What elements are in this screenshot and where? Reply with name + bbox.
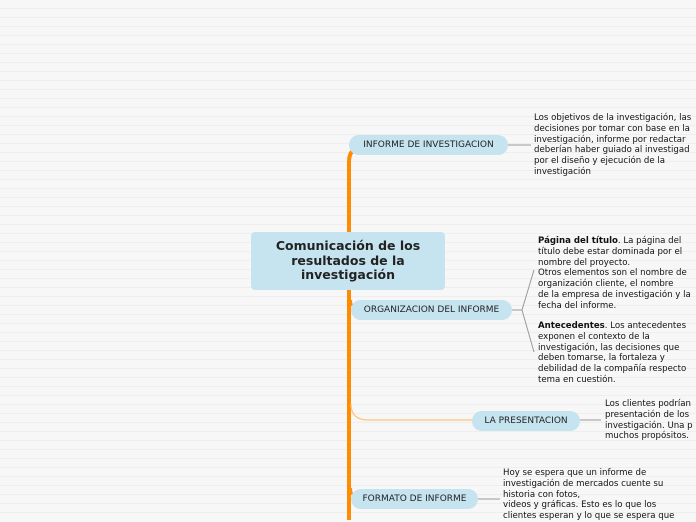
- topic-label: LA PRESENTACION: [484, 416, 568, 426]
- note-bold-heading: Página del título: [538, 236, 618, 246]
- branch-to-presentacion: [351, 404, 472, 420]
- topic-label: ORGANIZACION DEL INFORME: [363, 305, 500, 315]
- topic-informe-de-investigacion[interactable]: [349, 135, 508, 155]
- branch-main: [349, 148, 358, 520]
- note-body: . La página del título debe estar dominada por el nombre del proyecto. Otros elementos son el nombre de organización cliente, el nombre de la empresa de investigación y la fecha del informe.: [538, 236, 691, 311]
- topic-label: INFORME DE INVESTIGACION: [363, 140, 494, 150]
- note-pagina-del-titulo: [538, 236, 691, 312]
- note-body: . Los antecedentes exponen el contexto de la investigación, las decisiones que deben tomarse, la fortaleza y debilidad de la compañía respecto tema en cuestión.: [538, 321, 687, 385]
- connector-organizacion-note-2: [522, 310, 534, 352]
- note-antecedentes: [538, 321, 686, 386]
- topic-organizacion-del-informe[interactable]: [351, 300, 512, 320]
- note-formato-de-informe: Hoy se espera que un informe de investigación de mercados cuente su historia con fotos, videos y gráficas. Esto es lo que los clientes esperan y lo que se espera que: [503, 468, 675, 522]
- central-topic[interactable]: [251, 232, 445, 290]
- central-topic-title: Comunicación de los resultados de la investigación: [275, 238, 421, 283]
- note-la-presentacion: Los clientes podrían presentación de los investigación. Una p muchos propósitos.: [605, 399, 693, 442]
- note-informe-de-investigacion: Los objetivos de la investigación, las decisiones por tomar con base en la investigación, informe por redactar deberían haber guiado al investigad por el diseño y ejecución de la investigación: [534, 113, 692, 177]
- topic-formato-de-informe[interactable]: [351, 489, 478, 509]
- topic-label: FORMATO DE INFORME: [362, 494, 467, 504]
- note-bold-heading: Antecedentes: [538, 321, 605, 331]
- topic-la-presentacion[interactable]: [472, 411, 580, 431]
- connector-organizacion-note-1: [522, 270, 534, 310]
